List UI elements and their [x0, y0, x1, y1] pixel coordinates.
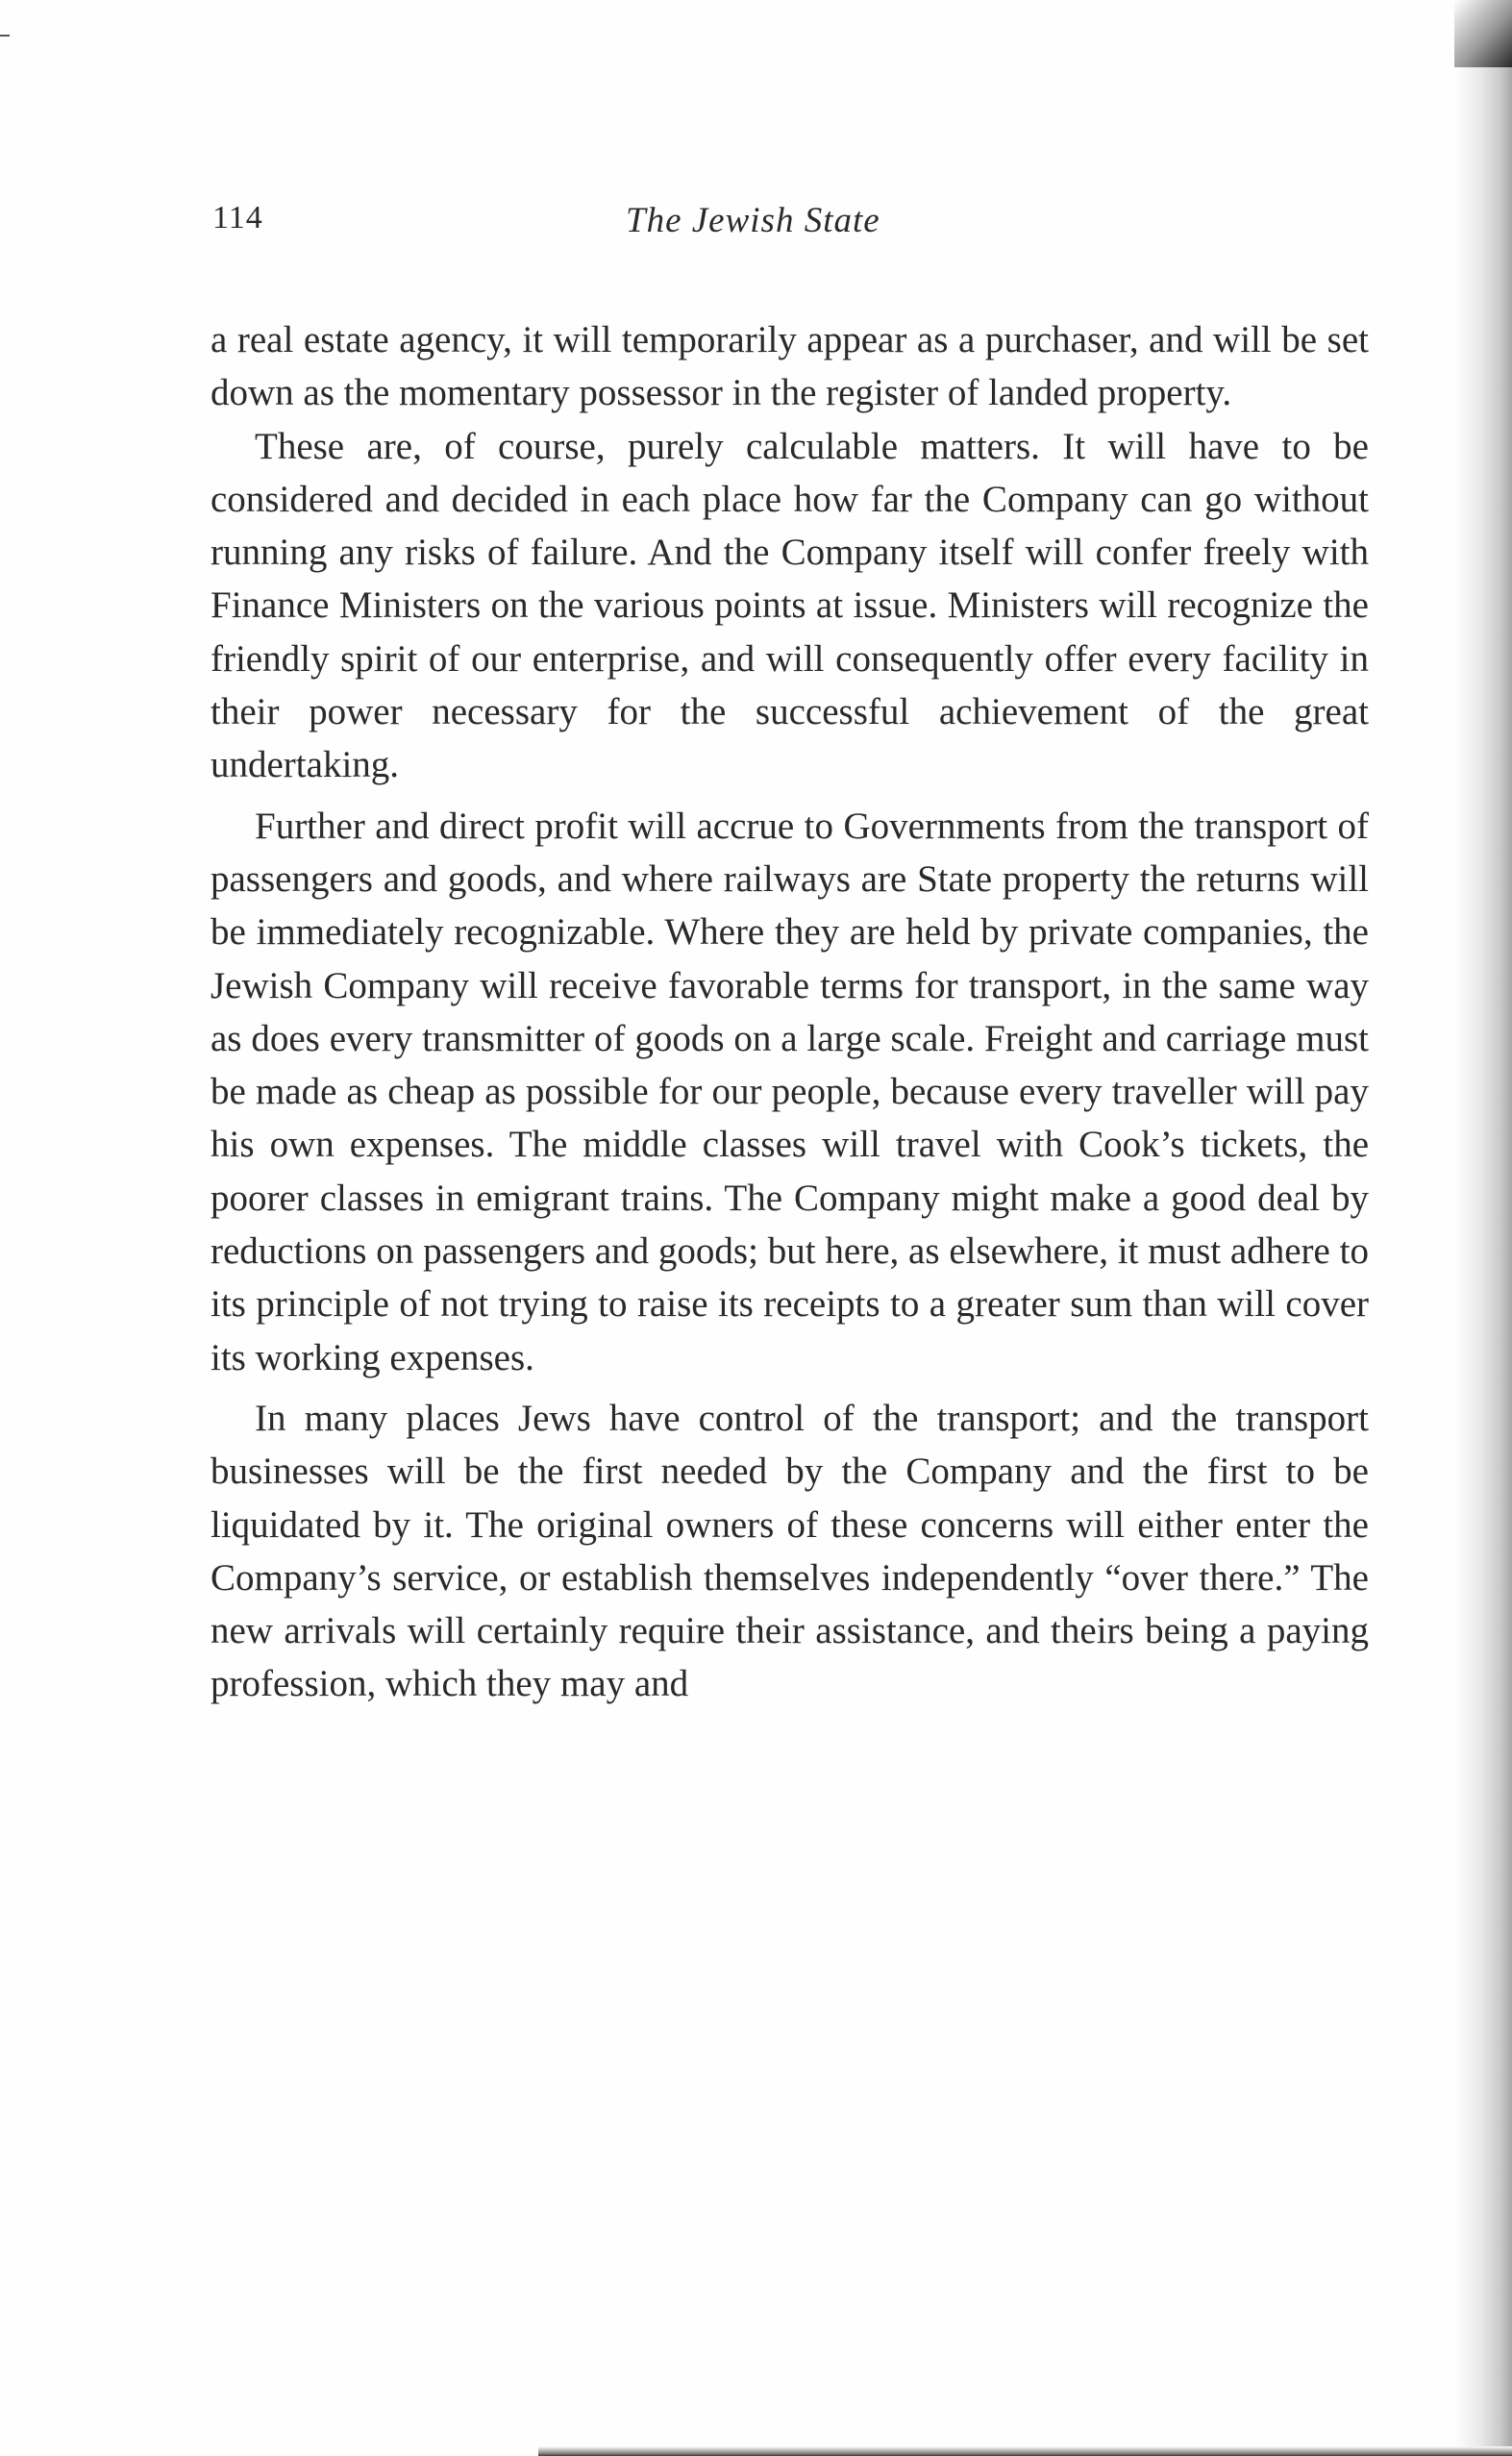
running-title: The Jewish State	[626, 201, 880, 240]
page-number: 114	[212, 200, 263, 236]
paragraph-continued: a real estate agency, it will temporarily appear as a purchaser, and will be set down as the momentary possessor in the register of landed property.	[211, 319, 1369, 414]
paragraph: In many places Jews have control of the transport; and the transport businesses will be the first needed by the Company and the first to be liquidated by it. The original owners of these concerns will either enter the Company’s service, or establish themselves independently “over there.” The new arrivals will certainly require their assistance, and theirs being a paying profession, which they may and	[211, 1397, 1369, 1705]
scan-edge-mark	[0, 35, 10, 37]
page-binding-shadow	[1454, 0, 1512, 2456]
paragraph: These are, of course, purely calculable matters. It will have to be considered and decided in each place how far the Company can go without running any risks of failure. And the Company itself will confer freely with Finance Ministers on the various points at issue. Ministers will recognize the friendly spirit of our enterprise, and will consequently offer every facility in their power necessary for the successful achievement of the great undertaking.	[211, 425, 1369, 786]
paragraph: Further and direct profit will accrue to Governments from the transport of passengers and goods, and where railways are State property the returns will be immediately recognizable. Where they are held by private companies, the Jewish Company will receive favorable terms for transport, in the same way as does every transmitter of goods on a large scale. Freight and carriage must be made as cheap as possible for our people, because every traveller will pay his own expenses. The middle classes will travel with Cook’s tickets, the poorer classes in emigrant trains. The Company might make a good deal by reductions on passengers and goods; but here, as elsewhere, it must adhere to its principle of not trying to raise its receipts to a greater sum than will cover its working expenses.	[211, 805, 1369, 1378]
page-bottom-edge	[538, 2446, 1512, 2456]
body-text	[211, 313, 1369, 1711]
running-header	[212, 200, 1376, 248]
page-corner-curl	[1454, 0, 1512, 67]
